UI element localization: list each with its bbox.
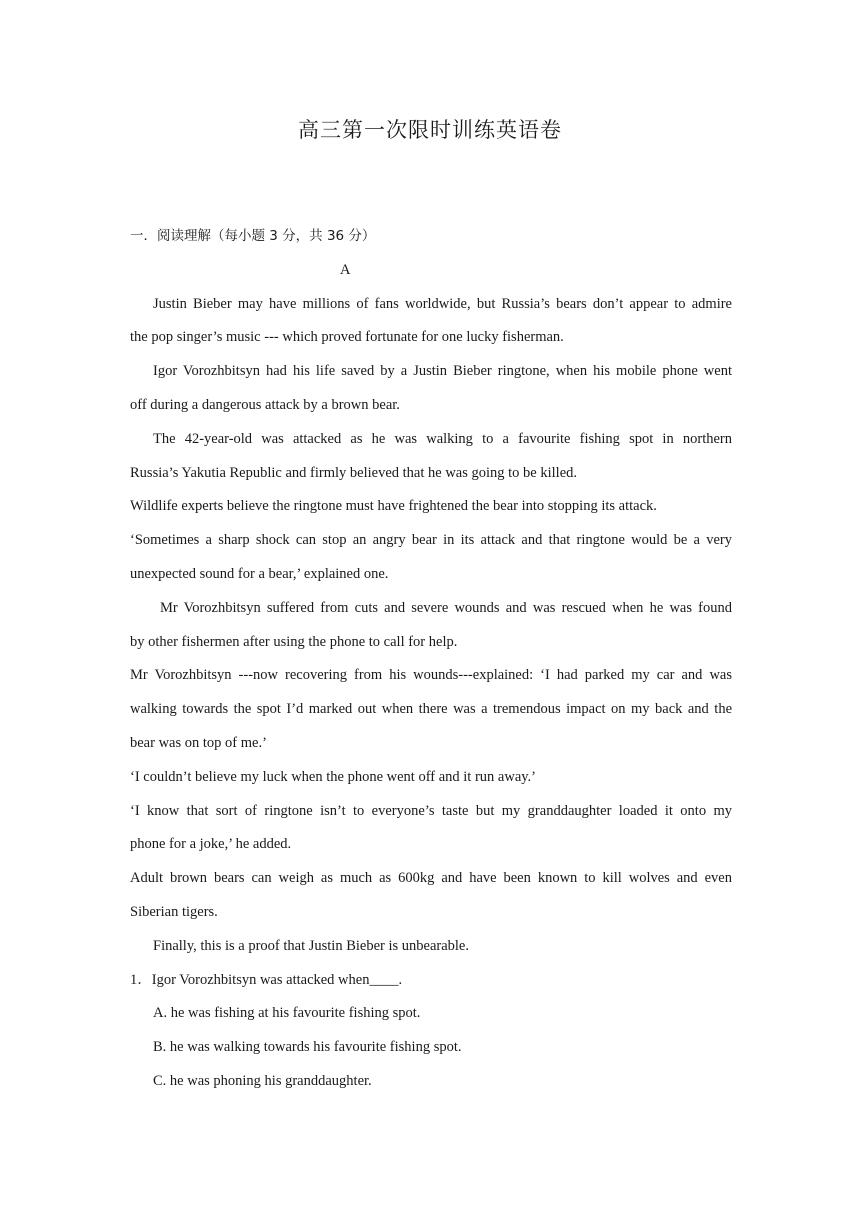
passage-label: A	[340, 261, 351, 278]
question-option-b: B. he was walking towards his favourite fishing spot.	[153, 1039, 462, 1056]
paragraph-line: Finally, this is a proof that Justin Bieber is unbearable.	[153, 937, 469, 954]
paragraph-line: phone for a joke,’ he added.	[130, 836, 292, 853]
paragraph-line: Adult brown bears can weigh as much as 600kg and have been known to kill wolves and even	[130, 870, 732, 887]
paragraph-line: Mr Vorozhbitsyn suffered from cuts and severe wounds and was rescued when he was found	[160, 599, 732, 616]
section-heading: 一．阅读理解（每小题 3 分，共 36 分）	[130, 228, 376, 244]
question-option-a: A. he was fishing at his favourite fishing spot.	[153, 1005, 421, 1022]
page-title: 高三第一次限时训练英语卷	[298, 118, 562, 142]
paragraph-line: Mr Vorozhbitsyn ---now recovering from his wounds---explained: ‘I had parked my car and was	[130, 667, 732, 684]
paragraph-line: Russia’s Yakutia Republic and firmly believed that he was going to be killed.	[130, 464, 578, 481]
paragraph-line: unexpected sound for a bear,’ explained one.	[130, 565, 389, 582]
paragraph-line: bear was on top of me.’	[130, 734, 267, 751]
document-body	[130, 220, 732, 1099]
paragraph-line: off during a dangerous attack by a brown bear.	[130, 396, 400, 413]
paragraph-line: Igor Vorozhbitsyn had his life saved by a Justin Bieber ringtone, when his mobile phone went	[153, 363, 732, 380]
paragraph-line: The 42-year-old was attacked as he was walking to a favourite fishing spot in northern	[153, 430, 732, 447]
paragraph-line: by other fishermen after using the phone to call for help.	[130, 633, 458, 650]
paragraph-line: walking towards the spot I’d marked out when there was a tremendous impact on my back and the	[130, 701, 732, 718]
paragraph-line: Wildlife experts believe the ringtone must have frightened the bear into stopping its attack.	[130, 498, 657, 515]
paragraph-line: Siberian tigers.	[130, 903, 218, 920]
paragraph-line: ‘I know that sort of ringtone isn’t to everyone’s taste but my granddaughter loaded it onto my	[130, 802, 732, 819]
paragraph-line: Justin Bieber may have millions of fans worldwide, but Russia’s bears don’t appear to admire	[153, 295, 732, 312]
question-option-c: C. he was phoning his granddaughter.	[153, 1072, 372, 1089]
paragraph-line: ‘Sometimes a sharp shock can stop an angry bear in its attack and that ringtone would be a very	[130, 532, 732, 549]
paragraph-line: the pop singer’s music --- which proved fortunate for one lucky fisherman.	[130, 329, 564, 346]
question-stem: 1．Igor Vorozhbitsyn was attacked when____.	[130, 971, 403, 988]
paragraph-line: ‘I couldn’t believe my luck when the phone went off and it run away.’	[130, 768, 537, 785]
